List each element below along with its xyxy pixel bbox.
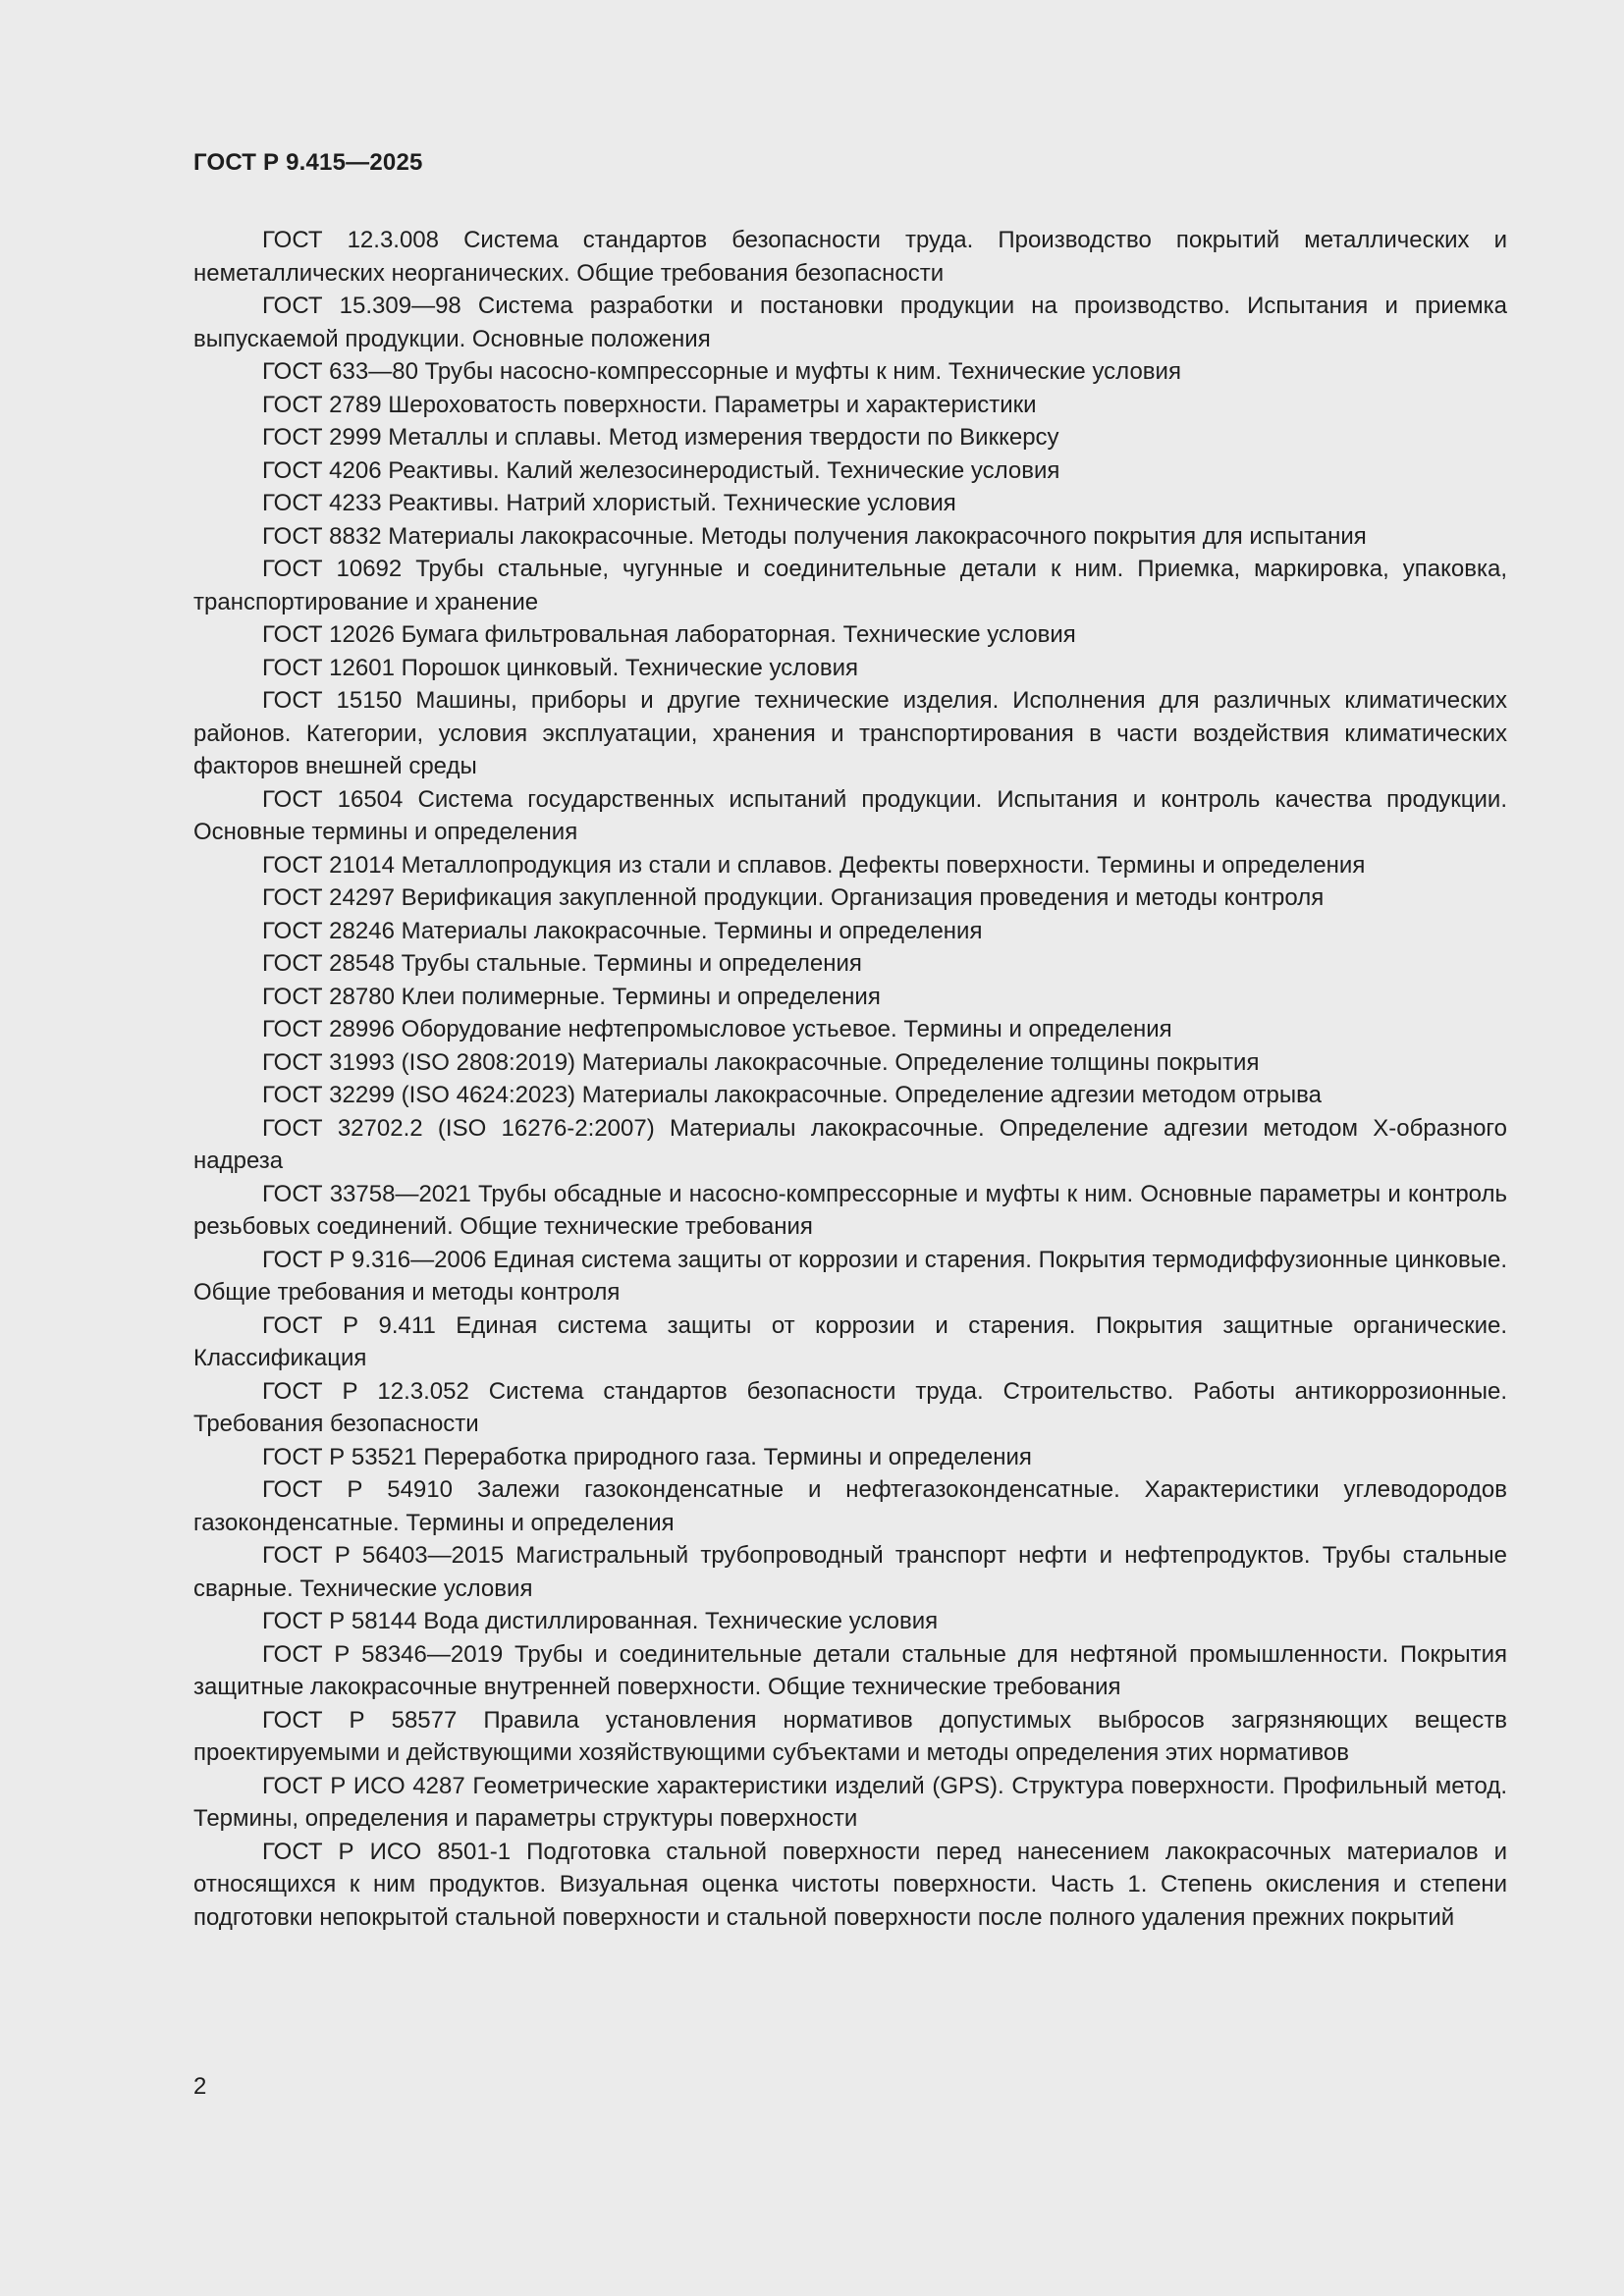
- reference-item: ГОСТ Р ИСО 4287 Геометрические характеристики изделий (GPS). Структура поверхности. Профильный метод. Термины, определения и параметры структуры поверхности: [193, 1772, 1507, 1832]
- reference-item: ГОСТ Р ИСО 8501-1 Подготовка стальной поверхности перед нанесением лакокрасочных материалов и относящихся к ним продуктов. Визуальная оценка чистоты поверхности. Часть 1. Степень окисления и степени подготовки непокрытой стальной поверхности и стальной поверхности после полного удаления прежних покрытий: [193, 1838, 1507, 1931]
- reference-item: ГОСТ Р 58144 Вода дистиллированная. Технические условия: [262, 1608, 939, 1634]
- reference-item: ГОСТ 28996 Оборудование нефтепромысловое устьевое. Термины и определения: [262, 1016, 1172, 1042]
- page-number: 2: [193, 2073, 207, 2100]
- reference-item: ГОСТ 24297 Верификация закупленной продукции. Организация проведения и методы контроля: [262, 884, 1325, 911]
- reference-item: ГОСТ 28246 Материалы лакокрасочные. Термины и определения: [262, 917, 983, 944]
- reference-item: ГОСТ 28780 Клеи полимерные. Термины и определения: [262, 983, 881, 1010]
- reference-item: ГОСТ 12026 Бумага фильтровальная лабораторная. Технические условия: [262, 621, 1076, 648]
- reference-item: ГОСТ 15.309—98 Система разработки и постановки продукции на производство. Испытания и приемка выпускаемой продукции. Основные положения: [193, 293, 1507, 352]
- reference-item: ГОСТ Р 54910 Залежи газоконденсатные и нефтегазоконденсатные. Характеристики углеводородов газоконденсатные. Термины и определения: [193, 1476, 1507, 1536]
- reference-item: ГОСТ Р 53521 Переработка природного газа. Термины и определения: [262, 1443, 1032, 1470]
- reference-item: ГОСТ 8832 Материалы лакокрасочные. Методы получения лакокрасочного покрытия для испытания: [262, 522, 1367, 550]
- reference-item: ГОСТ 4206 Реактивы. Калий железосинеродистый. Технические условия: [262, 456, 1060, 484]
- reference-item: ГОСТ 12.3.008 Система стандартов безопасности труда. Производство покрытий металлических и неметаллических неорганических. Общие требования безопасности: [193, 227, 1507, 287]
- reference-item: ГОСТ Р 9.316—2006 Единая система защиты от коррозии и старения. Покрытия термодиффузионные цинковые. Общие требования и методы контроля: [193, 1246, 1507, 1306]
- reference-item: ГОСТ 2999 Металлы и сплавы. Метод измерения твердости по Виккерсу: [262, 424, 1059, 451]
- reference-item: ГОСТ Р 9.411 Единая система защиты от коррозии и старения. Покрытия защитные органические. Классификация: [193, 1311, 1507, 1371]
- reference-item: ГОСТ 28548 Трубы стальные. Термины и определения: [262, 950, 862, 977]
- reference-item: ГОСТ 15150 Машины, приборы и другие технические изделия. Исполнения для различных климатических районов. Категории, условия эксплуатации, хранения и транспортирования в части воздействия климатических факторов внешней среды: [193, 687, 1507, 779]
- reference-item: ГОСТ 32299 (ISO 4624:2023) Материалы лакокрасочные. Определение адгезии методом отрыва: [262, 1082, 1322, 1108]
- reference-item: ГОСТ 21014 Металлопродукция из стали и сплавов. Дефекты поверхности. Термины и определения: [262, 851, 1366, 879]
- reference-item: ГОСТ 4233 Реактивы. Натрий хлористый. Технические условия: [262, 490, 956, 516]
- reference-item: ГОСТ 10692 Трубы стальные, чугунные и соединительные детали к ним. Приемка, маркировка, упаковка, транспортирование и хранение: [193, 556, 1507, 615]
- reference-item: ГОСТ 31993 (ISO 2808:2019) Материалы лакокрасочные. Определение толщины покрытия: [262, 1048, 1260, 1076]
- normative-references-list: [193, 224, 1507, 1934]
- reference-item: ГОСТ Р 58577 Правила установления нормативов допустимых выбросов загрязняющих веществ проектируемыми и действующими хозяйствующими субъектами и методы определения этих нормативов: [193, 1706, 1507, 1766]
- reference-item: ГОСТ Р 56403—2015 Магистральный трубопроводный транспорт нефти и нефтепродуктов. Трубы стальные сварные. Технические условия: [193, 1542, 1507, 1602]
- reference-item: ГОСТ 32702.2 (ISO 16276-2:2007) Материалы лакокрасочные. Определение адгезии методом Х-образного надреза: [193, 1114, 1507, 1174]
- reference-item: ГОСТ Р 58346—2019 Трубы и соединительные детали стальные для нефтяной промышленности. Покрытия защитные лакокрасочные внутренней поверхности. Общие технические требования: [193, 1640, 1507, 1700]
- reference-item: ГОСТ 2789 Шероховатость поверхности. Параметры и характеристики: [262, 391, 1037, 418]
- document-code-header: ГОСТ Р 9.415—2025: [193, 149, 423, 176]
- reference-item: ГОСТ 16504 Система государственных испытаний продукции. Испытания и контроль качества продукции. Основные термины и определения: [193, 785, 1507, 845]
- reference-item: ГОСТ Р 12.3.052 Система стандартов безопасности труда. Строительство. Работы антикоррозионные. Требования безопасности: [193, 1377, 1507, 1437]
- reference-item: ГОСТ 633—80 Трубы насосно-компрессорные и муфты к ним. Технические условия: [262, 358, 1181, 385]
- reference-item: ГОСТ 12601 Порошок цинковый. Технические условия: [262, 654, 858, 681]
- reference-item: ГОСТ 33758—2021 Трубы обсадные и насосно-компрессорные и муфты к ним. Основные параметры и контроль резьбовых соединений. Общие технические требования: [193, 1180, 1507, 1240]
